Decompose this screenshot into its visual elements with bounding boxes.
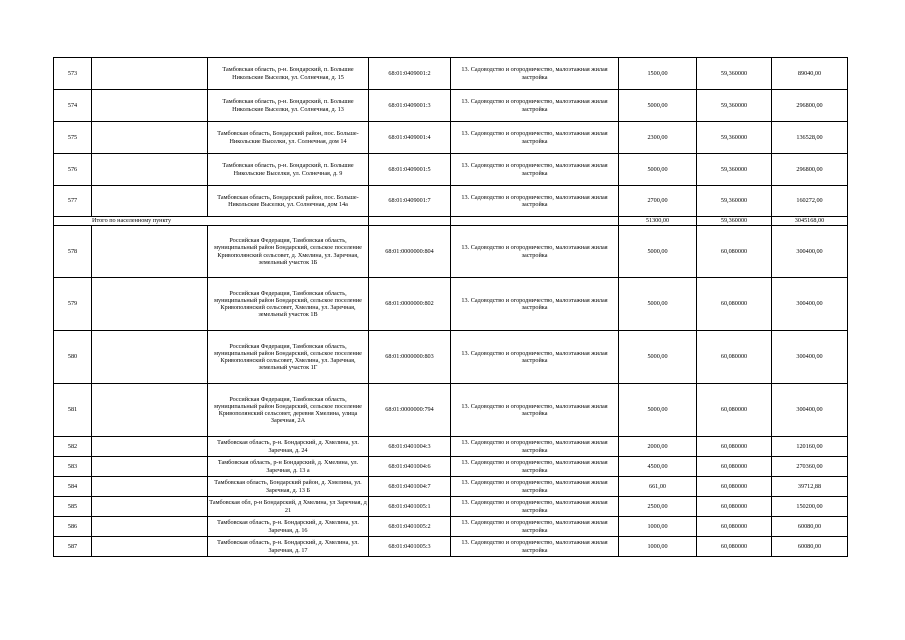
land-use-cell: 13. Садоводство и огородничество, малоэтажная жилая застройка bbox=[451, 226, 619, 278]
land-use-cell: 13. Садоводство и огородничество, малоэтажная жилая застройка bbox=[451, 58, 619, 90]
subtotal-use-cell bbox=[451, 217, 619, 226]
empty-cell bbox=[92, 90, 208, 122]
cost-cell: 270360,00 bbox=[772, 457, 848, 477]
row-number: 587 bbox=[54, 537, 92, 557]
land-use-cell: 13. Садоводство и огородничество, малоэтажная жилая застройка bbox=[451, 90, 619, 122]
land-use-cell: 13. Садоводство и огородничество, малоэтажная жилая застройка bbox=[451, 537, 619, 557]
land-use-cell: 13. Садоводство и огородничество, малоэтажная жилая застройка bbox=[451, 437, 619, 457]
rate-cell: 60,080000 bbox=[697, 437, 772, 457]
subtotal-rate: 59,360000 bbox=[697, 217, 772, 226]
address-cell: Тамбовская область, р-н. Бондарский, п. Большие Никольские Выселки, ул. Солнечная, д. 9 bbox=[208, 154, 369, 186]
rate-cell: 60,080000 bbox=[697, 517, 772, 537]
cadastral-number-cell: 68:01:0401005:1 bbox=[369, 497, 451, 517]
land-use-cell: 13. Садоводство и огородничество, малоэтажная жилая застройка bbox=[451, 457, 619, 477]
cadastral-number-cell: 68:01:0000000:803 bbox=[369, 331, 451, 384]
rate-cell: 60,080000 bbox=[697, 278, 772, 331]
area-cell: 1500,00 bbox=[619, 58, 697, 90]
area-cell: 5000,00 bbox=[619, 278, 697, 331]
cadastral-number-cell: 68:01:0000000:794 bbox=[369, 384, 451, 437]
land-use-cell: 13. Садоводство и огородничество, малоэтажная жилая застройка bbox=[451, 186, 619, 217]
rate-cell: 60,080000 bbox=[697, 457, 772, 477]
cadastral-number-cell: 68:01:0401005:3 bbox=[369, 537, 451, 557]
empty-cell bbox=[92, 186, 208, 217]
address-cell: Тамбовская область, р-н. Бондарский, п. Большие Никольские Выселки, ул. Солнечная, д. 15 bbox=[208, 58, 369, 90]
address-cell: Российская Федерация, Тамбовская область, муниципальный район Бондарский, сельское поселение Кривополянский сельсовет, Хмелина, ул. Заречная, земельный участок 1Г bbox=[208, 331, 369, 384]
cost-cell: 60080,00 bbox=[772, 537, 848, 557]
cadastral-number-cell: 68:01:0409001:7 bbox=[369, 186, 451, 217]
cadastral-number-cell: 68:01:0000000:804 bbox=[369, 226, 451, 278]
empty-cell bbox=[92, 154, 208, 186]
rate-cell: 60,080000 bbox=[697, 497, 772, 517]
row-number: 585 bbox=[54, 497, 92, 517]
cost-cell: 296800,00 bbox=[772, 90, 848, 122]
subtotal-label: Итого по населенному пункту bbox=[54, 217, 369, 226]
row-number: 576 bbox=[54, 154, 92, 186]
subtotal-area: 51300,00 bbox=[619, 217, 697, 226]
cadastral-number-cell: 68:01:0000000:802 bbox=[369, 278, 451, 331]
empty-cell bbox=[92, 437, 208, 457]
row-number: 583 bbox=[54, 457, 92, 477]
area-cell: 5000,00 bbox=[619, 331, 697, 384]
cost-cell: 300400,00 bbox=[772, 384, 848, 437]
row-number: 584 bbox=[54, 477, 92, 497]
empty-cell bbox=[92, 517, 208, 537]
row-number: 577 bbox=[54, 186, 92, 217]
cost-cell: 160272,00 bbox=[772, 186, 848, 217]
rate-cell: 60,080000 bbox=[697, 384, 772, 437]
empty-cell bbox=[92, 537, 208, 557]
empty-cell bbox=[92, 477, 208, 497]
row-number: 581 bbox=[54, 384, 92, 437]
address-cell: Тамбовская область, р-н. Бондарский, п. Большие Никольские Выселки, ул. Солнечная, д. 13 bbox=[208, 90, 369, 122]
rate-cell: 60,080000 bbox=[697, 226, 772, 278]
empty-cell bbox=[92, 278, 208, 331]
table-row bbox=[54, 90, 848, 122]
rate-cell: 60,080000 bbox=[697, 331, 772, 384]
table-row bbox=[54, 122, 848, 154]
area-cell: 2700,00 bbox=[619, 186, 697, 217]
land-use-cell: 13. Садоводство и огородничество, малоэтажная жилая застройка bbox=[451, 278, 619, 331]
cadastral-number-cell: 68:01:0401004:7 bbox=[369, 477, 451, 497]
address-cell: Российская Федерация, Тамбовская область, муниципальный район Бондарский, сельское поселение Кривополянский сельсовет, д. Хмелина, ул. Заречная, земельный участок 1Б bbox=[208, 226, 369, 278]
area-cell: 4500,00 bbox=[619, 457, 697, 477]
address-cell: Тамбовская область, р-н. Бондарский, д. Хмелина, ул. Заречная, д. 16 bbox=[208, 517, 369, 537]
cadastral-number-cell: 68:01:0401004:6 bbox=[369, 457, 451, 477]
table-row bbox=[54, 457, 848, 477]
subtotal-row bbox=[54, 217, 848, 226]
empty-cell bbox=[92, 122, 208, 154]
table-row bbox=[54, 331, 848, 384]
land-use-cell: 13. Садоводство и огородничество, малоэтажная жилая застройка bbox=[451, 477, 619, 497]
land-use-cell: 13. Садоводство и огородничество, малоэтажная жилая застройка bbox=[451, 122, 619, 154]
area-cell: 5000,00 bbox=[619, 226, 697, 278]
table-row bbox=[54, 384, 848, 437]
cadastral-number-cell: 68:01:0409001:3 bbox=[369, 90, 451, 122]
rate-cell: 59,360000 bbox=[697, 90, 772, 122]
address-cell: Тамбовская область, р-н Бондарский, д. Хмелина, ул. Заречная, д. 13 а bbox=[208, 457, 369, 477]
area-cell: 2500,00 bbox=[619, 497, 697, 517]
area-cell: 1000,00 bbox=[619, 517, 697, 537]
empty-cell bbox=[92, 226, 208, 278]
cadastral-number-cell: 68:01:0409001:5 bbox=[369, 154, 451, 186]
rate-cell: 59,360000 bbox=[697, 122, 772, 154]
address-cell: Российская Федерация, Тамбовская область, муниципальный район Бондарский, сельское поселение Кривополянский сельсовет, деревня Хмелина, улица Заречная, 2А bbox=[208, 384, 369, 437]
cost-cell: 296800,00 bbox=[772, 154, 848, 186]
table-row bbox=[54, 278, 848, 331]
land-register-table bbox=[53, 57, 848, 557]
address-cell: Тамбовская область, р-н. Бондарский, д. Хмелина, ул. Заречная, д. 17 bbox=[208, 537, 369, 557]
area-cell: 1000,00 bbox=[619, 537, 697, 557]
empty-cell bbox=[92, 384, 208, 437]
cadastral-number-cell: 68:01:0401005:2 bbox=[369, 517, 451, 537]
empty-cell bbox=[92, 58, 208, 90]
land-use-cell: 13. Садоводство и огородничество, малоэтажная жилая застройка bbox=[451, 497, 619, 517]
address-cell: Тамбовская область, р-н. Бондарский, д. Хмелина, ул. Заречная, д. 24 bbox=[208, 437, 369, 457]
table-row bbox=[54, 517, 848, 537]
table-row bbox=[54, 497, 848, 517]
subtotal-cost: 3045168,00 bbox=[772, 217, 848, 226]
rate-cell: 60,080000 bbox=[697, 537, 772, 557]
row-number: 586 bbox=[54, 517, 92, 537]
area-cell: 661,00 bbox=[619, 477, 697, 497]
cost-cell: 120160,00 bbox=[772, 437, 848, 457]
row-number: 579 bbox=[54, 278, 92, 331]
land-use-cell: 13. Садоводство и огородничество, малоэтажная жилая застройка bbox=[451, 331, 619, 384]
address-cell: Тамбовская область, Бондарский район, пос. Больше-Никольские Выселки, ул. Солнечная, дом 14а bbox=[208, 186, 369, 217]
land-use-cell: 13. Садоводство и огородничество, малоэтажная жилая застройка bbox=[451, 517, 619, 537]
rate-cell: 59,360000 bbox=[697, 58, 772, 90]
cost-cell: 136528,00 bbox=[772, 122, 848, 154]
table-row bbox=[54, 437, 848, 457]
empty-cell bbox=[92, 497, 208, 517]
address-cell: Тамбовская обл, р-н Бондарский, д Хмелина, ул Заречная, д 21 bbox=[208, 497, 369, 517]
table-row bbox=[54, 58, 848, 90]
table-row bbox=[54, 154, 848, 186]
table-row bbox=[54, 186, 848, 217]
row-number: 582 bbox=[54, 437, 92, 457]
area-cell: 2300,00 bbox=[619, 122, 697, 154]
land-use-cell: 13. Садоводство и огородничество, малоэтажная жилая застройка bbox=[451, 154, 619, 186]
address-cell: Российская Федерация, Тамбовская область, муниципальный район Бондарский, сельское поселение Кривополянский сельсовет, Хмелина, ул. Заречная, земельный участок 1В bbox=[208, 278, 369, 331]
row-number: 580 bbox=[54, 331, 92, 384]
cost-cell: 89040,00 bbox=[772, 58, 848, 90]
rate-cell: 60,080000 bbox=[697, 477, 772, 497]
area-cell: 5000,00 bbox=[619, 90, 697, 122]
empty-cell bbox=[92, 457, 208, 477]
rate-cell: 59,360000 bbox=[697, 154, 772, 186]
address-cell: Тамбовская область, Бондарский район, пос. Больше-Никольские Выселки, ул. Солнечная, дом 14 bbox=[208, 122, 369, 154]
cadastral-number-cell: 68:01:0409001:2 bbox=[369, 58, 451, 90]
address-cell: Тамбовская область, Бондарский район, д. Хмелина, ул. Заречная, д. 13 Б bbox=[208, 477, 369, 497]
land-use-cell: 13. Садоводство и огородничество, малоэтажная жилая застройка bbox=[451, 384, 619, 437]
rate-cell: 59,360000 bbox=[697, 186, 772, 217]
cost-cell: 300400,00 bbox=[772, 331, 848, 384]
cost-cell: 300400,00 bbox=[772, 226, 848, 278]
cost-cell: 60080,00 bbox=[772, 517, 848, 537]
cost-cell: 300400,00 bbox=[772, 278, 848, 331]
cost-cell: 39712,88 bbox=[772, 477, 848, 497]
cadastral-number-cell: 68:01:0401004:3 bbox=[369, 437, 451, 457]
table-row bbox=[54, 537, 848, 557]
cost-cell: 150200,00 bbox=[772, 497, 848, 517]
row-number: 578 bbox=[54, 226, 92, 278]
table-row bbox=[54, 477, 848, 497]
cadastral-number-cell: 68:01:0409001:4 bbox=[369, 122, 451, 154]
table-row bbox=[54, 226, 848, 278]
row-number: 573 bbox=[54, 58, 92, 90]
empty-cell bbox=[92, 331, 208, 384]
area-cell: 2000,00 bbox=[619, 437, 697, 457]
area-cell: 5000,00 bbox=[619, 154, 697, 186]
row-number: 575 bbox=[54, 122, 92, 154]
subtotal-cadastral-cell bbox=[369, 217, 451, 226]
area-cell: 5000,00 bbox=[619, 384, 697, 437]
row-number: 574 bbox=[54, 90, 92, 122]
